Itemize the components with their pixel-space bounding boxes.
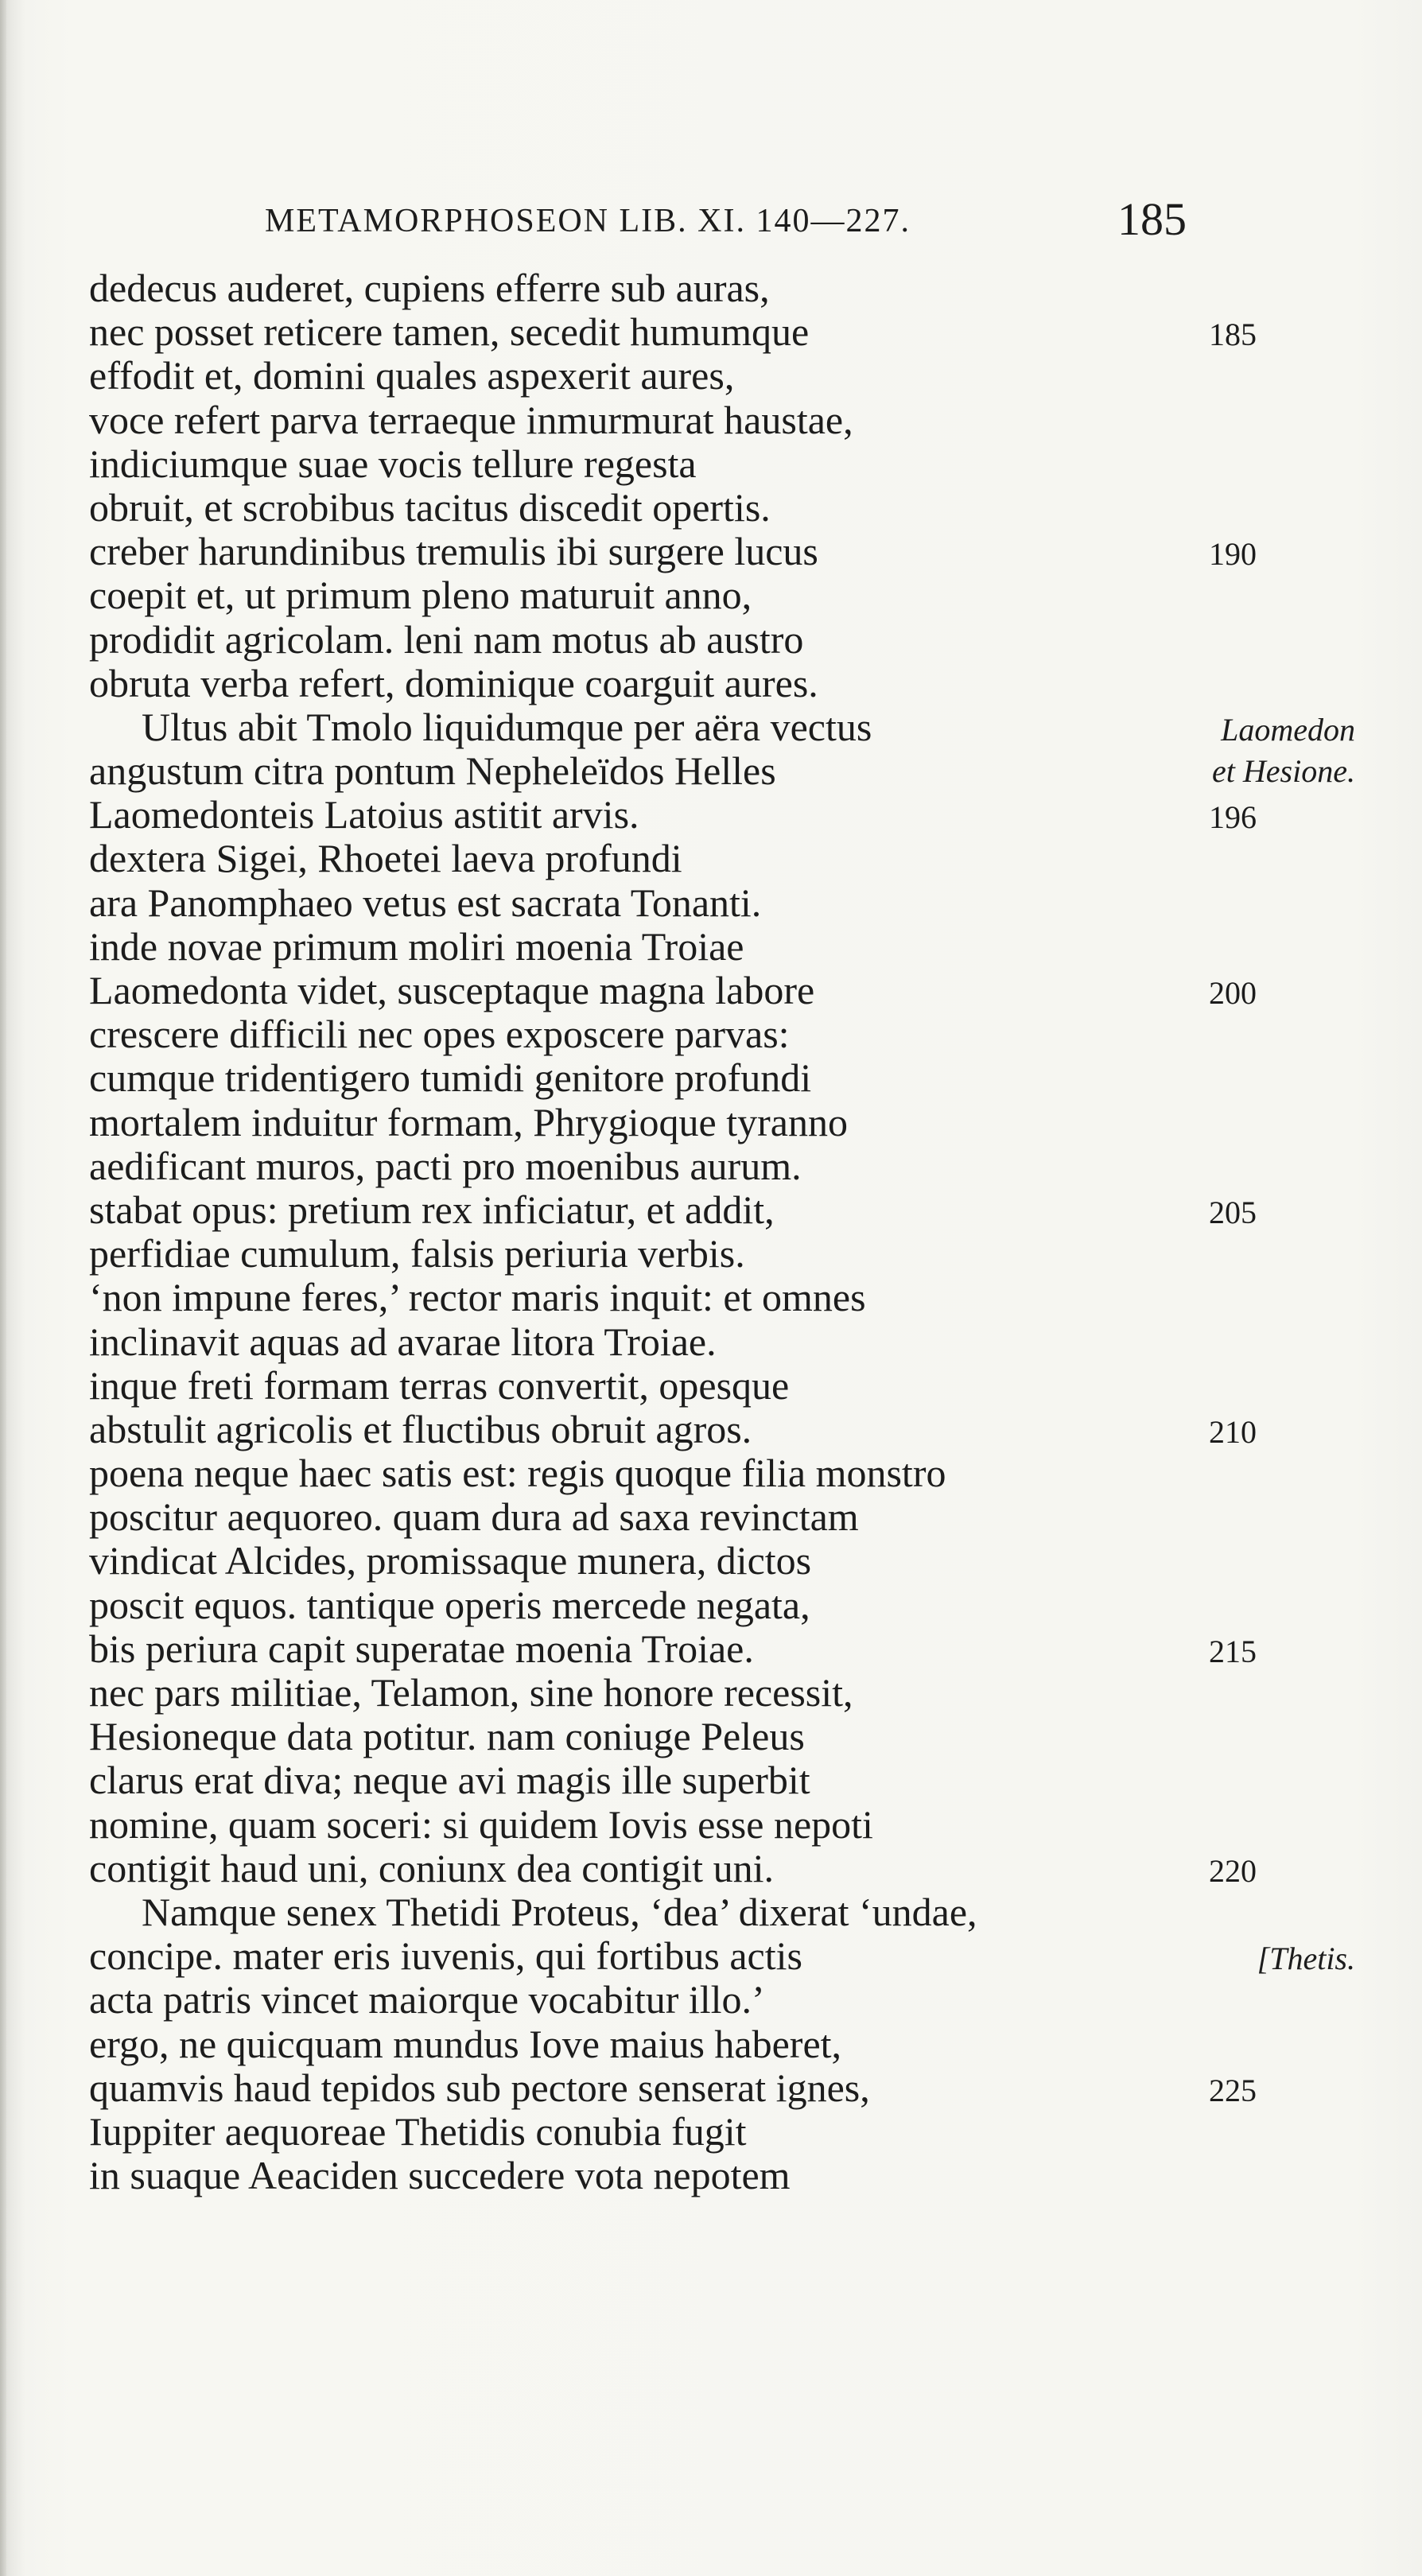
verse-line [89, 1671, 1393, 1715]
verse-text: ergo, ne quicquam mundus Iove maius haberet, [89, 2021, 842, 2066]
verse-text: Ultus abit Tmolo liquidumque per aëra vectus [142, 704, 872, 749]
verse-line [89, 1758, 1393, 1802]
verse-line [89, 1408, 1393, 1451]
verse-line [89, 354, 1393, 398]
verse-text: voce refert parva terraeque inmurmurat haustae, [89, 397, 853, 442]
verse-line [89, 881, 1393, 925]
verse-line [89, 1012, 1393, 1056]
page-header [0, 192, 1422, 248]
verse-text: nomine, quam soceri: si quidem Iovis esse nepoti [89, 1801, 873, 1847]
verse-text: dextera Sigei, Rhoetei laeva profundi [89, 836, 682, 881]
verse-line [89, 2110, 1393, 2154]
side-note: et Hesione. [1212, 753, 1355, 790]
verse-line [89, 310, 1393, 354]
verse-text: obruta verba refert, dominique coarguit aures. [89, 660, 818, 705]
verse-text: vindicat Alcides, promissaque munera, dictos [89, 1538, 812, 1583]
verse-line [89, 573, 1393, 617]
verse-text: stabat opus: pretium rex inficiatur, et addit, [89, 1187, 775, 1232]
verse-line [89, 837, 1393, 880]
line-number: 215 [1209, 1633, 1257, 1669]
page-gutter [0, 0, 6, 2576]
verse-text: ara Panomphaeo vetus est sacrata Tonanti. [89, 880, 762, 925]
line-number: 196 [1209, 799, 1257, 836]
verse-text: aedificant muros, pacti pro moenibus aurum. [89, 1143, 802, 1188]
verse-text: creber harundinibus tremulis ibi surgere lucus [89, 529, 818, 574]
verse-text: poena neque haec satis est: regis quoque filia monstro [89, 1451, 946, 1496]
verse-text: concipe. mater eris iuvenis, qui fortibus actis [89, 1933, 802, 1979]
page-number: 185 [1117, 193, 1187, 245]
line-number: 190 [1209, 536, 1257, 573]
verse-text: poscit equos. tantique operis mercede negata, [89, 1582, 810, 1627]
verse-text: acta patris vincet maiorque vocabitur illo.’ [89, 1977, 765, 2022]
verse-text: obruit, et scrobibus tacitus discedit opertis. [89, 484, 771, 530]
verse-text: inde novae primum moliri moenia Troiae [89, 923, 744, 969]
verse-line [89, 1320, 1393, 1364]
verse-line [89, 1715, 1393, 1758]
verse-line [89, 2154, 1393, 2197]
verse-line [89, 749, 1393, 793]
verse-line [89, 398, 1393, 442]
verse-line [89, 1364, 1393, 1408]
verse-text: crescere difficili nec opes exposcere parvas: [89, 1012, 790, 1057]
line-number: 225 [1209, 2072, 1257, 2108]
verse-line [89, 925, 1393, 969]
verse-line [89, 486, 1393, 530]
verse-line [89, 705, 1393, 749]
verse-line [89, 1847, 1393, 1890]
verse-line [89, 1188, 1393, 1232]
verse-line [89, 969, 1393, 1012]
verse-text: Laomedonta videt, susceptaque magna labore [89, 968, 815, 1012]
verse-line [89, 1451, 1393, 1495]
verse-line [89, 2066, 1393, 2110]
verse-line [89, 1276, 1393, 1319]
verse-line [89, 1627, 1393, 1671]
verse-text: ‘non impune feres,’ rector maris inquit: et omnes [89, 1275, 866, 1320]
verse-line [89, 442, 1393, 486]
verse-text: nec posset reticere tamen, secedit humumque [89, 309, 810, 355]
verse-text: abstulit agricolis et fluctibus obruit agros. [89, 1406, 752, 1451]
verse-text: effodit et, domini quales aspexerit aures, [89, 353, 735, 398]
side-note: [Thetis. [1257, 1941, 1355, 1977]
verse-line [89, 1232, 1393, 1276]
poem-text [89, 266, 1393, 2197]
verse-text: poscitur aequoreo. quam dura ad saxa revinctam [89, 1494, 859, 1540]
side-note: Laomedon [1221, 711, 1355, 748]
verse-text: contigit haud uni, coniunx dea contigit uni. [89, 1845, 774, 1890]
line-number: 205 [1209, 1194, 1257, 1230]
verse-text: perfidiae cumulum, falsis periuria verbis. [89, 1231, 745, 1276]
verse-line [89, 793, 1393, 837]
running-title: METAMORPHOSEON LIB. XI. 140—227. [265, 203, 911, 239]
line-number: 220 [1209, 1852, 1257, 1889]
verse-text: coepit et, ut primum pleno maturuit anno, [89, 573, 752, 618]
verse-text: in suaque Aeaciden succedere vota nepotem [89, 2153, 791, 2198]
verse-line [89, 1978, 1393, 2022]
verse-text: mortalem induitur formam, Phrygioque tyranno [89, 1099, 848, 1144]
verse-line [89, 1101, 1393, 1144]
verse-line [89, 1934, 1393, 1978]
verse-line [89, 618, 1393, 662]
verse-text: nec pars militiae, Telamon, sine honore recessit, [89, 1670, 853, 1715]
verse-text: inclinavit aquas ad avarae litora Troiae. [89, 1319, 717, 1364]
verse-line [89, 1803, 1393, 1847]
verse-line [89, 266, 1393, 310]
verse-line [89, 530, 1393, 573]
line-number: 185 [1209, 317, 1257, 353]
line-number: 210 [1209, 1413, 1257, 1450]
verse-text: prodidit agricolam. leni nam motus ab austro [89, 616, 804, 662]
verse-text: inque freti formam terras convertit, opesque [89, 1362, 790, 1408]
verse-line [89, 1144, 1393, 1188]
verse-text: Namque senex Thetidi Proteus, ‘dea’ dixerat ‘undae, [142, 1889, 977, 1934]
verse-line [89, 1495, 1393, 1539]
verse-text: indiciumque suae vocis tellure regesta [89, 441, 697, 486]
verse-text: clarus erat diva; neque avi magis ille superbit [89, 1758, 810, 1803]
verse-text: dedecus auderet, cupiens efferre sub auras, [89, 266, 770, 310]
line-number: 200 [1209, 975, 1257, 1011]
verse-line [89, 1583, 1393, 1627]
verse-text: Iuppiter aequoreae Thetidis conubia fugit [89, 2108, 747, 2154]
verse-text: bis periura capit superatae moenia Troiae. [89, 1626, 754, 1671]
verse-text: cumque tridentigero tumidi genitore profundi [89, 1055, 812, 1101]
verse-text: angustum citra pontum Nepheleïdos Helles [89, 748, 776, 794]
verse-text: Laomedonteis Latoius astitit arvis. [89, 792, 639, 837]
verse-text: Hesioneque data potitur. nam coniuge Peleus [89, 1714, 805, 1759]
verse-line [89, 662, 1393, 705]
verse-text: quamvis haud tepidos sub pectore senserat ignes, [89, 2065, 870, 2110]
verse-line [89, 1056, 1393, 1100]
verse-line [89, 2022, 1393, 2066]
verse-line [89, 1890, 1393, 1934]
verse-line [89, 1539, 1393, 1583]
